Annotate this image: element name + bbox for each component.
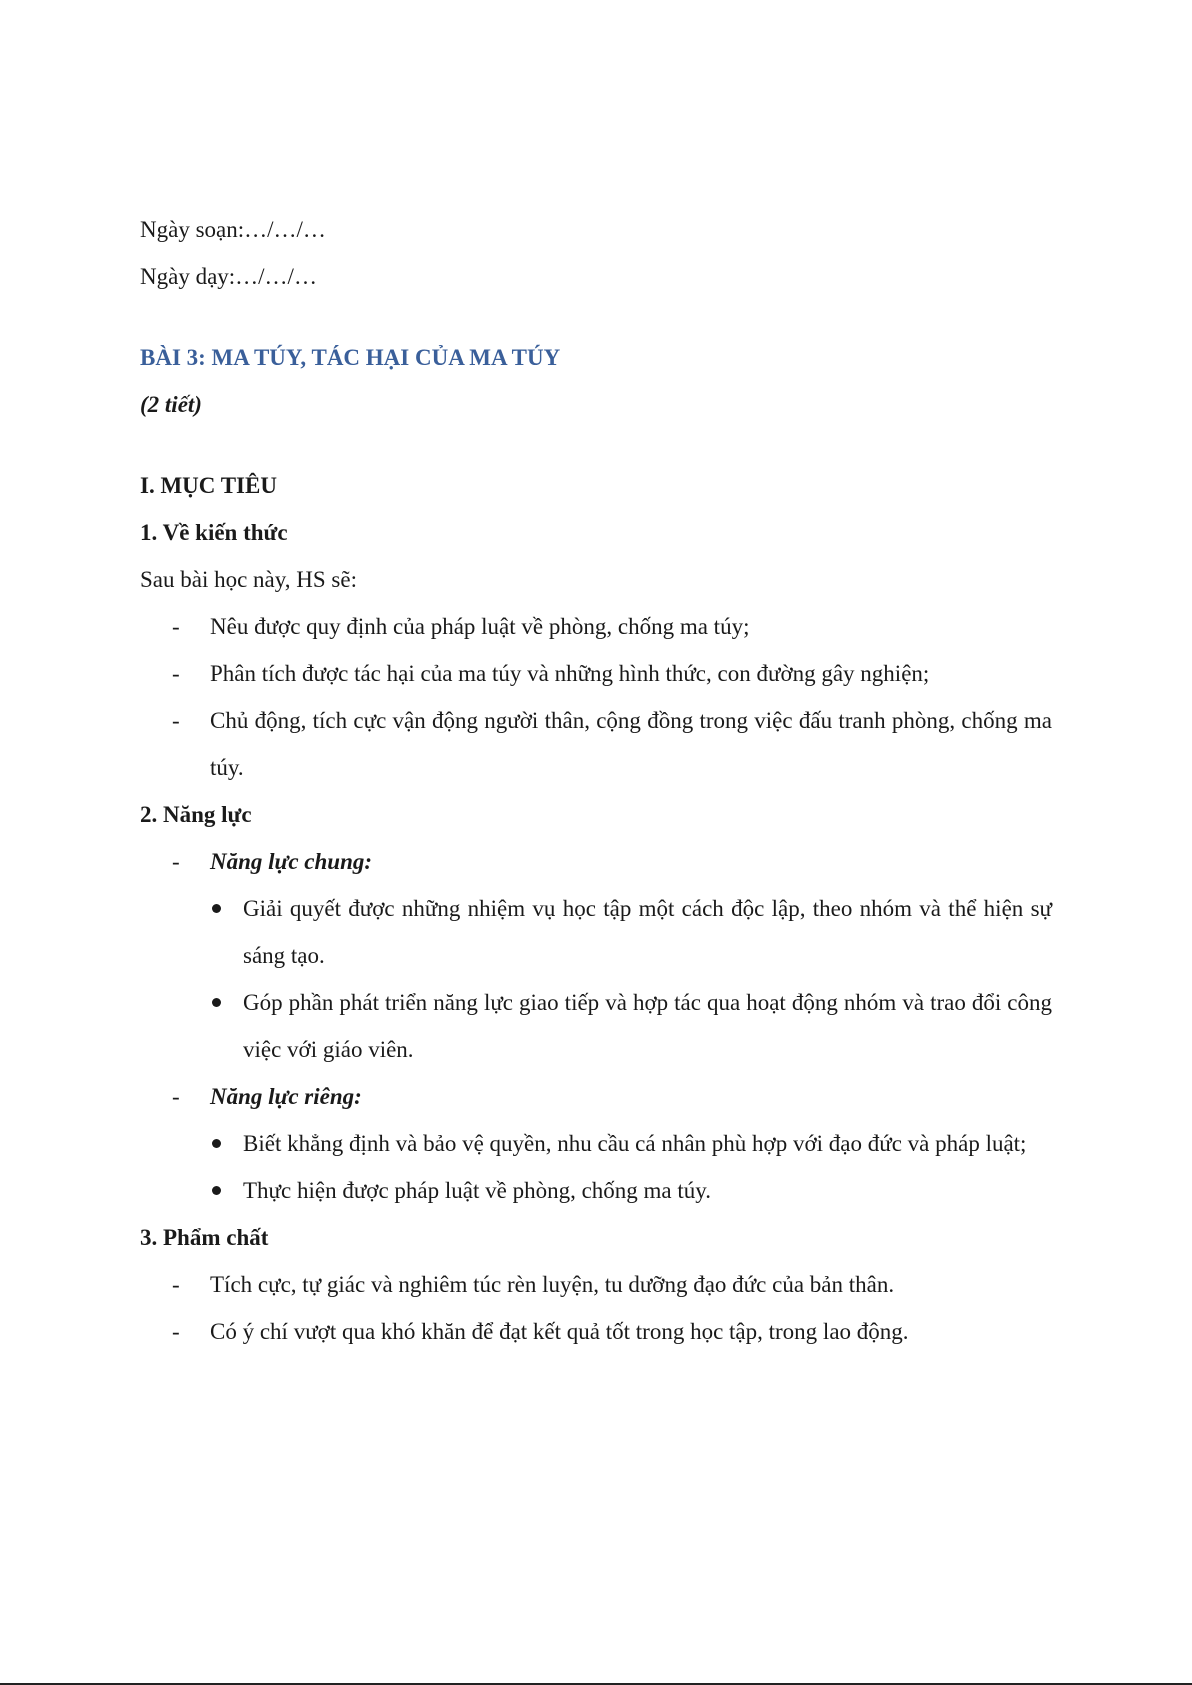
dash-marker: - — [172, 1319, 180, 1344]
dash-marker: - — [172, 1084, 180, 1109]
bullet-icon — [212, 1186, 221, 1195]
lesson-periods: (2 tiết) — [140, 392, 202, 417]
objectives-heading: I. MỤC TIÊU — [140, 473, 277, 498]
bullet-icon — [212, 1139, 221, 1148]
general-competence-item-2: Góp phần phát triển năng lực giao tiếp và hợp tác qua hoạt động nhóm và trao đổi công việc với giáo viên. — [243, 990, 1052, 1062]
list-item — [140, 697, 1052, 791]
lesson-title: BÀI 3: MA TÚY, TÁC HẠI CỦA MA TÚY — [140, 345, 561, 370]
specific-competence-item-2: Thực hiện được pháp luật về phòng, chống ma túy. — [243, 1178, 712, 1203]
specific-competence-item-1: Biết khẳng định và bảo vệ quyền, nhu cầu cá nhân phù hợp với đạo đức và pháp luật; — [243, 1131, 1027, 1156]
knowledge-item-1: Nêu được quy định của pháp luật về phòng, chống ma túy; — [210, 614, 750, 639]
list-item — [140, 979, 1052, 1073]
knowledge-intro: Sau bài học này, HS sẽ: — [140, 567, 357, 592]
qualities-item-1: Tích cực, tự giác và nghiêm túc rèn luyện, tu dưỡng đạo đức của bản thân. — [210, 1272, 895, 1297]
list-item — [140, 1308, 1052, 1355]
document-content — [140, 206, 1052, 1355]
teach-date: Ngày dạy:…/…/… — [140, 264, 317, 289]
list-item — [140, 1261, 1052, 1308]
knowledge-item-2: Phân tích được tác hại của ma túy và những hình thức, con đường gây nghiện; — [210, 661, 930, 686]
list-item — [140, 1073, 1052, 1120]
specific-competence-label: Năng lực riêng: — [210, 1084, 362, 1109]
prep-date: Ngày soạn:…/…/… — [140, 217, 326, 242]
dash-marker: - — [172, 708, 180, 733]
qualities-heading: 3. Phẩm chất — [140, 1225, 269, 1250]
bullet-icon — [212, 998, 221, 1007]
list-item — [140, 838, 1052, 885]
list-item — [140, 650, 1052, 697]
general-competence-item-1: Giải quyết được những nhiệm vụ học tập một cách độc lập, theo nhóm và thể hiện sự sáng tạo. — [243, 896, 1052, 968]
knowledge-item-3: Chủ động, tích cực vận động người thân, cộng đồng trong việc đấu tranh phòng, chống ma túy. — [210, 708, 1052, 780]
list-item — [140, 603, 1052, 650]
qualities-item-2: Có ý chí vượt qua khó khăn để đạt kết quả tốt trong học tập, trong lao động. — [210, 1319, 909, 1344]
list-item — [140, 885, 1052, 979]
dash-marker: - — [172, 661, 180, 686]
dash-marker: - — [172, 614, 180, 639]
dash-marker: - — [172, 849, 180, 874]
general-competence-label: Năng lực chung: — [210, 849, 373, 874]
list-item — [140, 1167, 1052, 1214]
knowledge-heading: 1. Về kiến thức — [140, 520, 288, 545]
competence-heading: 2. Năng lực — [140, 802, 252, 827]
bullet-icon — [212, 904, 221, 913]
list-item — [140, 1120, 1052, 1167]
dash-marker: - — [172, 1272, 180, 1297]
